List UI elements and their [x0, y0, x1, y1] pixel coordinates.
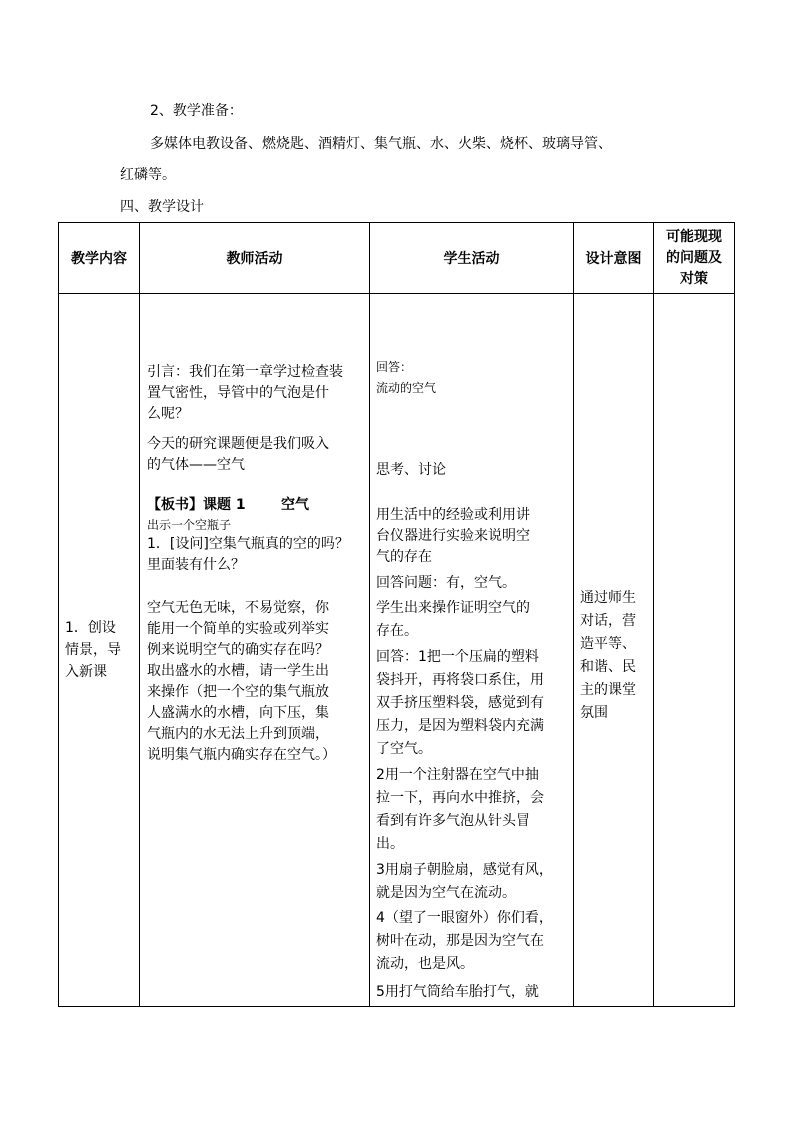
student-activity-line: 袋抖开，再将袋口系住，用 [376, 672, 544, 688]
student-activity-line: 出。 [376, 836, 404, 852]
teacher-topic-line: 的气体——空气 [147, 457, 245, 473]
teacher-question-line: 里面装有什么？ [147, 557, 245, 573]
content-line: 入新课 [65, 664, 107, 680]
student-activity-line: 双手挤压塑料袋，感觉到有 [376, 695, 544, 711]
student-activity-line: 4（望了一眼窗外）你们看， [376, 910, 553, 926]
show-empty-bottle: 出示一个空瓶子 [147, 518, 232, 532]
student-activity-line: 树叶在动，那是因为空气在 [376, 933, 544, 949]
teaching-design-table [58, 222, 735, 1007]
header-teacher-activity: 教师活动 [140, 223, 370, 294]
cell-possible-problems [654, 294, 735, 1007]
student-activity-line: 2用一个注射器在空气中抽 [376, 767, 539, 783]
intent-line: 通过师生 [580, 590, 636, 606]
student-activity-line: 台仪器进行实验来说明空 [376, 528, 530, 544]
table-row [59, 294, 735, 1007]
student-activity-line: 存在。 [376, 623, 418, 639]
materials-line-2: 红磷等。 [120, 167, 176, 183]
header-possible-problems-line: 可能现现 [666, 228, 722, 245]
student-activity-line: 学生出来操作证明空气的 [376, 600, 530, 616]
header-possible-problems-line: 的问题及 [666, 249, 722, 266]
teacher-intro-line: 引言：我们在第一章学过检查装 [147, 364, 343, 380]
student-activity-line: 就是因为空气在流动。 [376, 885, 516, 901]
cell-teacher-activity [140, 294, 370, 1007]
intent-line: 造平等、 [580, 636, 636, 652]
intent-line: 对话，营 [580, 613, 636, 629]
student-activity-line: 回答：1把一个压扁的塑料 [376, 649, 539, 665]
student-activity-line: 看到有许多气泡从针头冒 [376, 813, 530, 829]
materials-line-1: 多媒体电教设备、燃烧匙、酒精灯、集气瓶、水、火柴、烧杯、玻璃导管、 [150, 136, 612, 152]
content-line: 情景，导 [65, 642, 121, 658]
board-label: 【板书】课题 1 [147, 497, 246, 513]
header-possible-problems [654, 223, 735, 294]
intent-line: 氛围 [580, 705, 608, 721]
teacher-experiment-line: 人盛满水的水槽，向下压，集 [147, 705, 329, 721]
intent-line: 主的课堂 [580, 682, 636, 698]
teacher-experiment-line: 气瓶内的水无法上升到顶端， [147, 726, 329, 742]
teacher-topic-line: 今天的研究课题便是我们吸入 [147, 436, 329, 452]
student-activity-line: 用生活中的经验或利用讲 [376, 507, 530, 523]
student-activity-line: 回答问题：有，空气。 [376, 575, 516, 591]
teacher-experiment-line: 例来说明空气的确实存在吗？ [147, 642, 329, 658]
student-activity-line: 流动，也是风。 [376, 956, 474, 972]
design-heading: 四、教学设计 [120, 199, 204, 215]
content-line: 1．创设 [65, 620, 116, 636]
student-activity-line: 了空气。 [376, 741, 432, 757]
teacher-experiment-line: 说明集气瓶内确实存在空气。） [147, 747, 336, 763]
board-title: 空气 [281, 497, 309, 513]
student-activity-line: 3用扇子朝脸扇，感觉有风， [376, 862, 553, 878]
teacher-experiment-line: 空气无色无味，不易觉察，你 [147, 600, 329, 616]
intent-line: 和谐、民 [580, 659, 636, 675]
teacher-intro-line: 置气密性，导管中的气泡是什 [147, 385, 329, 401]
teacher-experiment-line: 取出盛水的水槽，请一学生出 [147, 663, 329, 679]
student-answer-label: 回答： [376, 360, 413, 374]
cell-design-intent [574, 294, 654, 1007]
header-teaching-content: 教学内容 [59, 223, 140, 294]
table-header-row [59, 223, 735, 294]
student-discuss: 思考、讨论 [376, 462, 446, 478]
student-activity-line: 压力，是因为塑料袋内充满 [376, 718, 544, 734]
teacher-intro-line: 么呢？ [147, 406, 189, 422]
student-activity-line: 5用打气筒给车胎打气，就 [376, 984, 539, 1000]
header-possible-problems-line: 对策 [680, 270, 708, 287]
student-activity-line: 拉一下，再向水中推挤，会 [376, 790, 544, 806]
teacher-experiment-line: 能用一个简单的实验或列举实 [147, 621, 329, 637]
prep-heading: 2、教学准备： [150, 103, 243, 119]
teacher-question-line: 1．[设问]空集气瓶真的空的吗？ [147, 536, 349, 552]
student-activity-line: 气的存在 [376, 549, 432, 565]
header-design-intent: 设计意图 [574, 223, 654, 294]
student-answer-text: 流动的空气 [376, 381, 437, 395]
cell-student-activity [370, 294, 574, 1007]
header-student-activity: 学生活动 [370, 223, 574, 294]
cell-teaching-content [59, 294, 140, 1007]
teacher-experiment-line: 来操作（把一个空的集气瓶放 [147, 684, 329, 700]
